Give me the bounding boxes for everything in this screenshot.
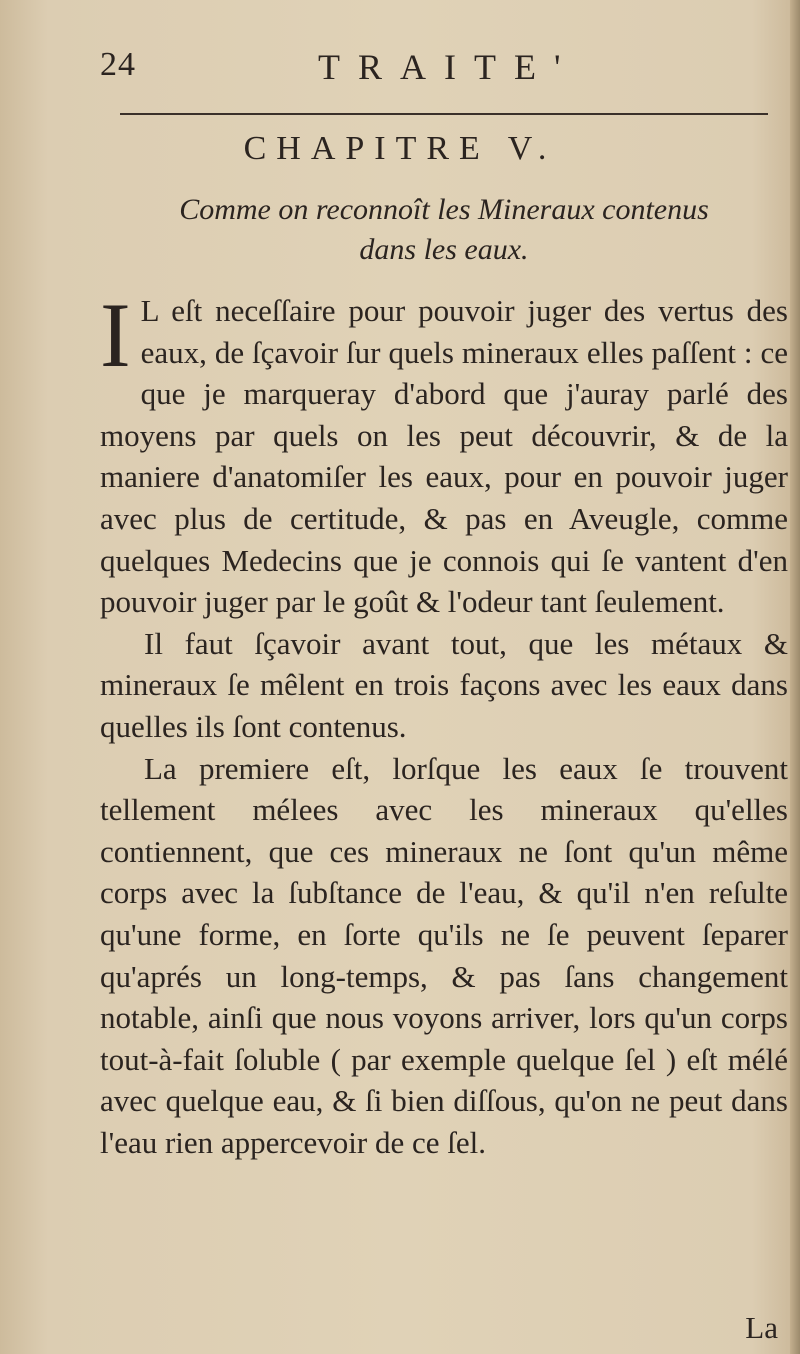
paragraph-1 [100,284,788,623]
paragraph-3: La premiere eſt, lorſque les eaux ſe trouvent tellement mélees avec les mineraux qu'elles contiennent, que ces mineraux ne ſont qu'un même corps avec la ſubſtance de l'eau, & qu'il n'en reſulte qu'une forme, en ſorte qu'ils ne ſe peuvent ſeparer qu'aprés un long-temps, & pas ſans changement notable, ainſi que nous voyons arriver, lors qu'un corps tout-à-fait ſoluble ( par exemple quelque ſel ) eſt mélé avec quelque eau, & ſi bien diſſous, qu'on ne peut dans l'eau rien appercevoir de ce ſel. [100,750,788,1160]
page-number: 24 [100,46,136,83]
subtitle-line-2: dans les eaux. [359,233,529,266]
drop-cap: I [100,284,131,386]
paragraph-1-text: L eſt neceſſaire pour pouvoir juger des vertus des eaux, de ſçavoir ſur quels mineraux elles paſſent : ce que je marqueray d'abord que j'auray parlé des moyens par quels on les peut découvrir, & de la maniere d'anatomiſer les eaux, pour en pouvoir juger avec plus de certitude, & pas en Aveugle, comme quelques Medecins que je connois qui ſe vantent d'en pouvoir juger par le goût & l'odeur tant ſeulement. [100,293,788,620]
header-rule [120,113,768,115]
running-head [0,40,800,100]
chapter-subtitle [100,190,788,270]
catchword: La [745,1310,778,1345]
running-title: TRAITE' [318,47,579,87]
subtitle-line-1: Comme on reconnoît les Mineraux contenus [179,193,709,226]
chapter-heading: CHAPITRE V. [243,130,557,167]
page-edge [790,0,800,1354]
body-text [100,284,788,1163]
paragraph-2: Il faut ſçavoir avant tout, que les métaux & mineraux ſe mêlent en trois façons avec les eaux dans quelles ils ſont contenus. [100,625,788,744]
